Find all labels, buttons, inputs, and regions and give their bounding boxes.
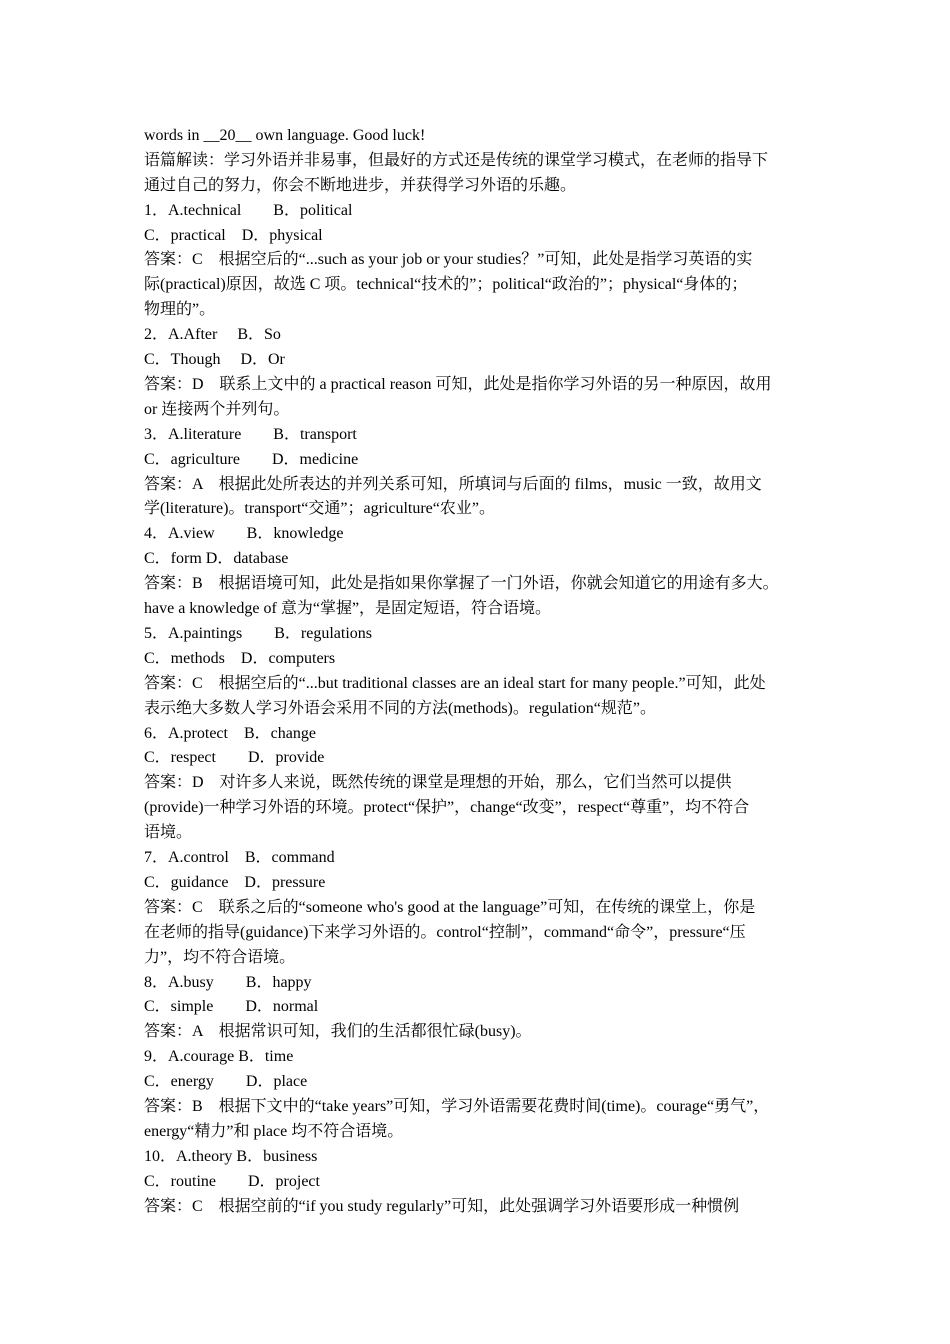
answer-explanation xyxy=(144,572,820,622)
question-options-ab: 10．A.theory B．business xyxy=(144,1147,318,1165)
answer-line: 答案：C 根据空前的“if you study regularly”可知，此处强调学习外语要形成一种惯例 xyxy=(144,1197,740,1215)
question-options-cd: C．simple D．normal xyxy=(144,998,319,1016)
document-page xyxy=(144,124,820,1220)
answer-line: 答案：C 根据空后的“...but traditional classes are an ideal start for many people.”可知，此处 xyxy=(144,674,766,692)
question-options-cd: C．respect D．provide xyxy=(144,749,325,767)
answer-explanation xyxy=(144,1020,820,1045)
answer-explanation xyxy=(144,373,820,423)
question-options-ab: 5．A.paintings B．regulations xyxy=(144,624,372,642)
answer-explanation xyxy=(144,1195,820,1220)
question-options-ab: 7．A.control B．command xyxy=(144,849,335,867)
question-options-cd: C．guidance D．pressure xyxy=(144,873,326,891)
question-options-cd: C．agriculture D．medicine xyxy=(144,450,359,468)
question-options-ab: 9．A.courage B．time xyxy=(144,1048,294,1066)
question-item xyxy=(144,1145,820,1220)
answer-line: 答案：C 联系之后的“someone who's good at the language”可知，在传统的课堂上，你是 xyxy=(144,898,756,916)
passage-end-line: words in __20__ own language. Good luck! xyxy=(144,127,426,144)
answer-explanation xyxy=(144,896,820,971)
question-options-cd: C．practical D．physical xyxy=(144,226,323,244)
answer-explanation xyxy=(144,473,820,523)
answer-explanation xyxy=(144,1095,820,1145)
answer-line: energy“精力”和 place 均不符合语境。 xyxy=(144,1122,404,1140)
answer-line: 答案：D 联系上文中的 a practical reason 可知，此处是指你学习外语的另一种原因，故用 xyxy=(144,375,772,393)
answer-line: 际(practical)原因，故选 C 项。technical“技术的”；political“政治的”；physical“身体的； xyxy=(144,276,748,294)
answer-line: 在老师的指导(guidance)下来学习外语的。control“控制”，command“命令”，pressure“压 xyxy=(144,923,746,941)
answer-line: 答案：C 根据空后的“...such as your job or your studies？”可知，此处是指学习英语的实 xyxy=(144,251,753,269)
answer-line: 表示绝大多数人学习外语会采用不同的方法(methods)。regulation“规范”。 xyxy=(144,699,656,717)
answer-line: 答案：B 根据下文中的“take years”可知，学习外语需要花费时间(time)。courage“勇气”， xyxy=(144,1098,770,1116)
answer-line: 语境。 xyxy=(144,824,193,842)
question-options-ab: 4．A.view B．knowledge xyxy=(144,525,344,543)
answer-explanation xyxy=(144,248,820,323)
question-options-cd: C．routine D．project xyxy=(144,1172,320,1190)
question-options-ab: 6．A.protect B．change xyxy=(144,724,316,742)
answer-line: 答案：A 根据此处所表达的并列关系可知，所填词与后面的 films，music 一致，故用文 xyxy=(144,475,762,493)
question-options-ab: 2．A.After B．So xyxy=(144,326,281,344)
answer-line: have a knowledge of 意为“掌握”，是固定短语，符合语境。 xyxy=(144,600,552,618)
summary-line: 通过自己的努力，你会不断地进步，并获得学习外语的乐趣。 xyxy=(144,176,577,194)
answer-line: 物理的”。 xyxy=(144,301,216,319)
question-item xyxy=(144,722,820,847)
answer-line: (provide)一种学习外语的环境。protect“保护”，change“改变”，respect“尊重”，均不符合 xyxy=(144,799,750,817)
question-options-cd: C．energy D．place xyxy=(144,1073,308,1091)
question-options-cd: C．Though D．Or xyxy=(144,351,285,369)
question-item xyxy=(144,1045,820,1145)
answer-explanation xyxy=(144,771,820,846)
question-options-ab: 1．A.technical B．political xyxy=(144,201,353,219)
question-options-ab: 8．A.busy B．happy xyxy=(144,973,312,991)
answer-line: 答案：A 根据常识可知，我们的生活都很忙碌(busy)。 xyxy=(144,1023,532,1041)
answer-line: 力”，均不符合语境。 xyxy=(144,948,296,966)
question-item xyxy=(144,423,820,523)
question-list xyxy=(144,199,820,1220)
question-options-cd: C．form D．database xyxy=(144,550,289,568)
passage-summary xyxy=(144,149,820,199)
question-item xyxy=(144,323,820,423)
question-item xyxy=(144,971,820,1046)
answer-line: 学(literature)。transport“交通”；agriculture“农业”。 xyxy=(144,500,495,518)
question-item xyxy=(144,522,820,622)
answer-explanation xyxy=(144,672,820,722)
answer-line: 答案：D 对许多人来说，既然传统的课堂是理想的开始，那么，它们当然可以提供 xyxy=(144,774,732,792)
answer-line: or 连接两个并列句。 xyxy=(144,400,290,418)
question-options-ab: 3．A.literature B．transport xyxy=(144,425,357,443)
question-options-cd: C．methods D．computers xyxy=(144,649,336,667)
question-item xyxy=(144,846,820,971)
question-item xyxy=(144,199,820,324)
question-item xyxy=(144,622,820,722)
summary-line: 语篇解读：学习外语并非易事，但最好的方式还是传统的课堂学习模式，在老师的指导下 xyxy=(144,151,769,169)
answer-line: 答案：B 根据语境可知，此处是指如果你掌握了一门外语，你就会知道它的用途有多大。 xyxy=(144,575,779,593)
